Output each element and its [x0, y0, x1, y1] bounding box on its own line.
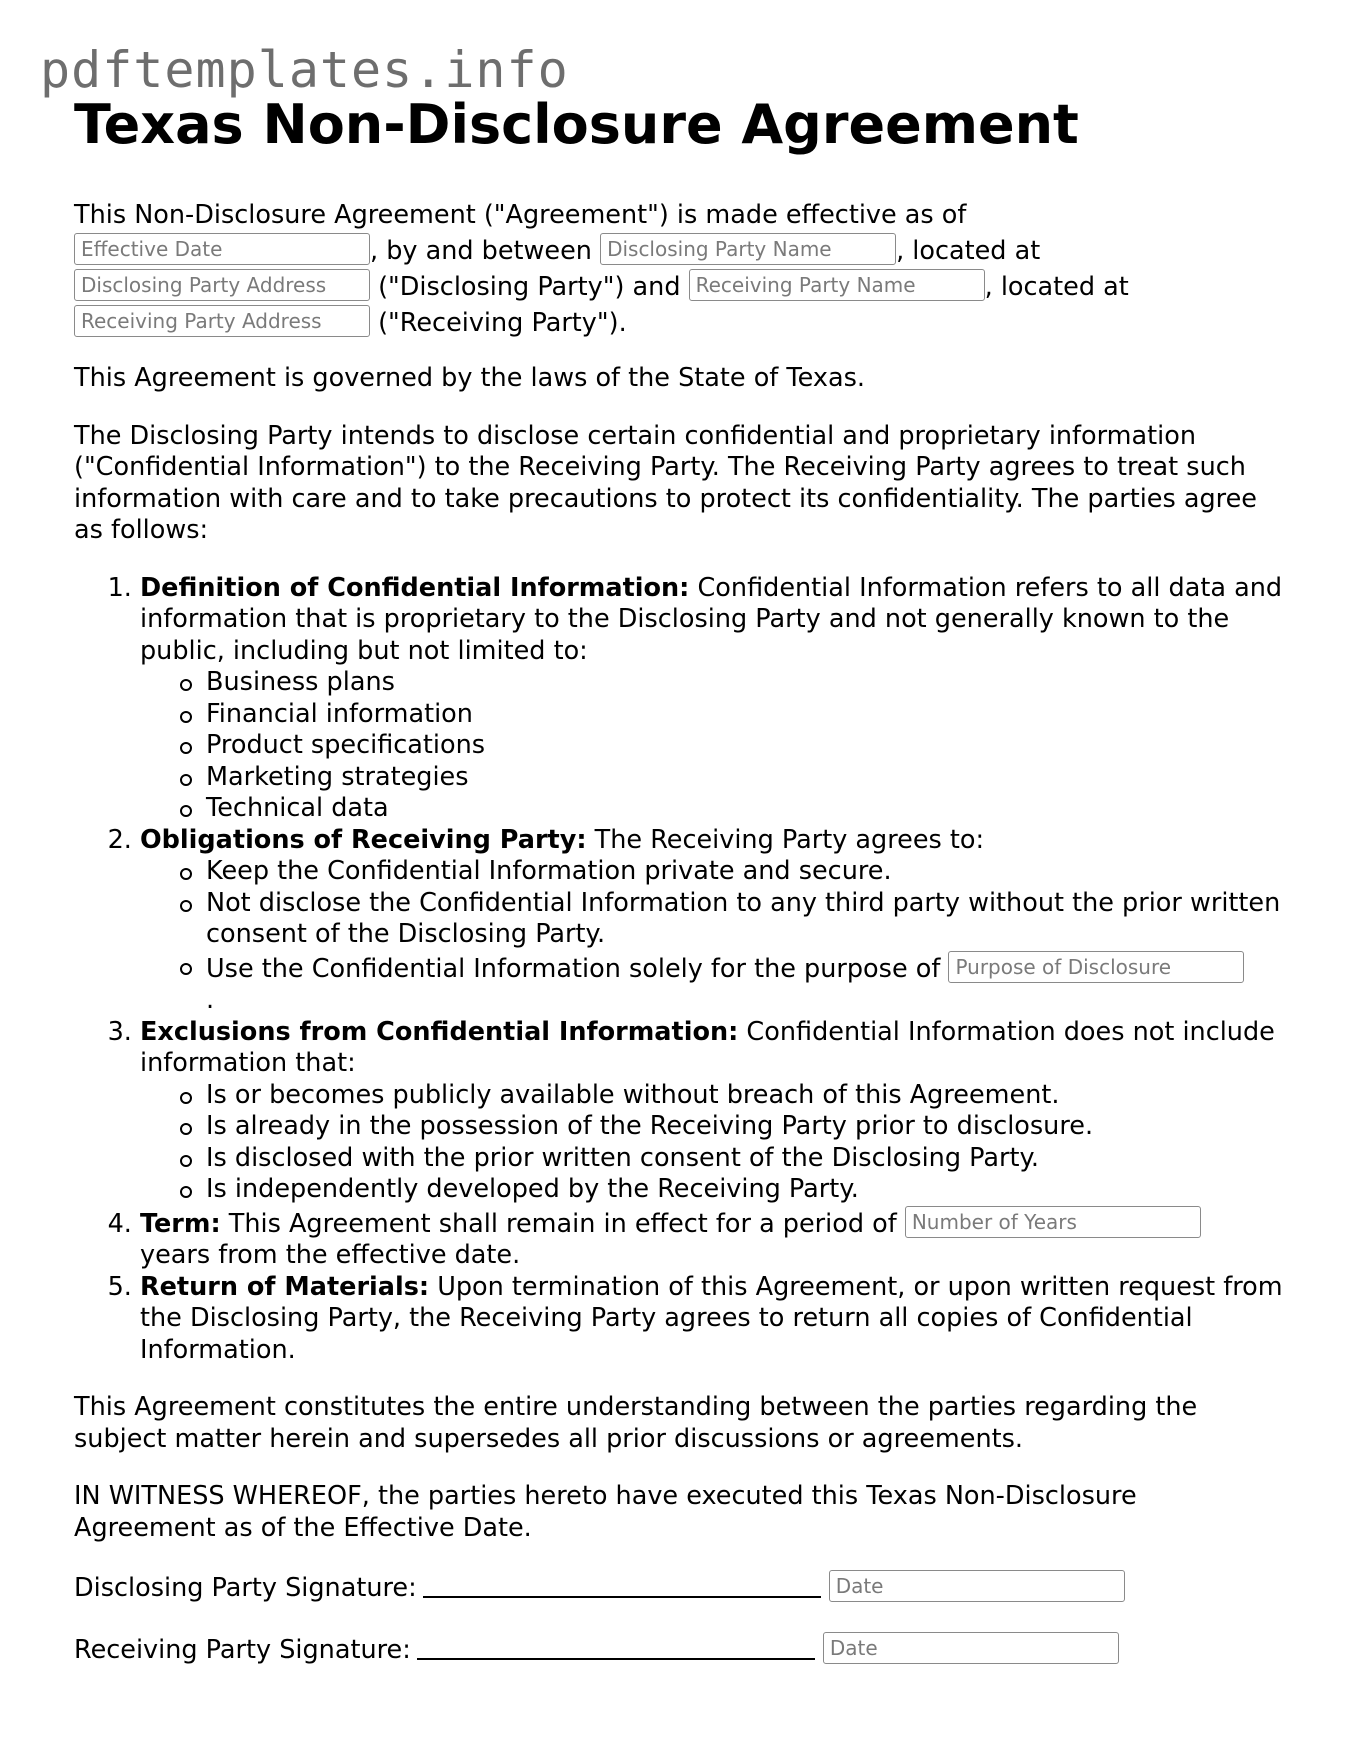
- receiving-date-field[interactable]: Date: [823, 1632, 1119, 1664]
- definition-items: [140, 667, 1284, 825]
- intro-text-6: ("Receiving Party").: [378, 308, 627, 338]
- section-obligations: [140, 825, 1284, 1017]
- list-item: Is disclosed with the prior written consent of the Disclosing Party.: [206, 1143, 1284, 1175]
- section-text: Upon termination of this Agreement, or upon written request from the Disclosing Party, the Receiving Party agrees to return all copies of Confidential Information.: [140, 1271, 1283, 1365]
- list-item: Keep the Confidential Information private and secure.: [206, 856, 1284, 888]
- section-definition: [140, 573, 1284, 825]
- intro-text-5: , located at: [984, 272, 1129, 302]
- list-item: Marketing strategies: [206, 762, 1284, 794]
- list-item: Financial information: [206, 699, 1284, 731]
- section-text: Confidential Information does not include information that:: [140, 1016, 1275, 1078]
- list-item: Product specifications: [206, 730, 1284, 762]
- disclosing-party-address-field[interactable]: Disclosing Party Address: [74, 269, 370, 301]
- intro-text-2: , by and between: [370, 236, 592, 266]
- intro-paragraph: [74, 198, 1284, 341]
- receiving-party-address-field[interactable]: Receiving Party Address: [74, 305, 370, 337]
- receiving-signature-label: Receiving Party Signature:: [74, 1635, 411, 1665]
- receiving-signature-line[interactable]: [417, 1632, 815, 1660]
- disclosing-signature-line[interactable]: [423, 1570, 821, 1598]
- section-heading: Obligations of Receiving Party:: [140, 824, 587, 855]
- section-text-end: years from the effective date.: [140, 1240, 521, 1270]
- list-item: Technical data: [206, 793, 1284, 825]
- document: [74, 92, 1284, 1694]
- disclosing-date-field[interactable]: Date: [829, 1570, 1125, 1602]
- witness-paragraph: IN WITNESS WHEREOF, the parties hereto have executed this Texas Non-Disclosure Agreement as of the Effective Date.: [74, 1481, 1137, 1543]
- list-item: Business plans: [206, 667, 1284, 699]
- purpose-period: .: [206, 985, 215, 1015]
- section-return: [140, 1272, 1284, 1367]
- disclosing-signature-label: Disclosing Party Signature:: [74, 1573, 417, 1603]
- section-heading: Return of Materials:: [140, 1271, 430, 1302]
- section-text: Confidential Information refers to all data and information that is proprietary to the Disclosing Party and not generally known to the public, including but not limited to:: [140, 572, 1283, 666]
- entire-agreement-paragraph: This Agreement constitutes the entire understanding between the parties regarding the subject matter herein and supersedes all prior discussions or agreements.: [74, 1392, 1198, 1454]
- section-text: This Agreement shall remain in effect for a period of: [220, 1208, 905, 1239]
- number-of-years-field[interactable]: Number of Years: [905, 1206, 1201, 1238]
- exclusion-items: [140, 1080, 1284, 1206]
- section-term: [140, 1206, 1284, 1272]
- obligation-items: [140, 856, 1284, 1017]
- list-item: Is independently developed by the Receiving Party.: [206, 1174, 1284, 1206]
- section-exclusions: [140, 1017, 1284, 1206]
- list-item: Not disclose the Confidential Information to any third party without the prior written consent of the Disclosing Party.: [206, 888, 1284, 951]
- intro-text-3: , located at: [896, 236, 1041, 266]
- terms-list: [74, 573, 1284, 1367]
- purpose-paragraph: The Disclosing Party intends to disclose certain confidential and proprietary information ("Confidential Information") to the Receiving Party. The Receiving Party agrees to treat such information with care and to take precautions to protect its confidentiality. The parties agree as follows:: [74, 420, 1257, 545]
- purpose-text: Use the Confidential Information solely for the purpose of: [206, 953, 949, 984]
- intro-text-1: This Non-Disclosure Agreement ("Agreement") is made effective as of: [74, 200, 967, 230]
- intro-text-4: ("Disclosing Party") and: [378, 272, 681, 302]
- page-title: Texas Non-Disclosure Agreement: [74, 93, 1079, 156]
- disclosing-signature-row: [74, 1570, 1284, 1606]
- section-text: The Receiving Party agrees to:: [586, 824, 985, 855]
- effective-date-field[interactable]: Effective Date: [74, 233, 370, 265]
- receiving-signature-row: [74, 1632, 1284, 1668]
- receiving-party-name-field[interactable]: Receiving Party Name: [689, 269, 985, 301]
- disclosing-party-name-field[interactable]: Disclosing Party Name: [600, 233, 896, 265]
- governing-law-paragraph: This Agreement is governed by the laws of the State of Texas.: [74, 363, 865, 393]
- section-heading: Exclusions from Confidential Information:: [140, 1016, 739, 1047]
- list-item: Is or becomes publicly available without breach of this Agreement.: [206, 1080, 1284, 1112]
- purpose-of-disclosure-field[interactable]: Purpose of Disclosure: [948, 951, 1244, 983]
- section-heading: Term:: [140, 1208, 221, 1239]
- section-heading: Definition of Confidential Information:: [140, 572, 690, 603]
- list-item-purpose: [206, 951, 1284, 1017]
- list-item: Is already in the possession of the Receiving Party prior to disclosure.: [206, 1111, 1284, 1143]
- watermark: pdftemplates.info: [40, 41, 569, 99]
